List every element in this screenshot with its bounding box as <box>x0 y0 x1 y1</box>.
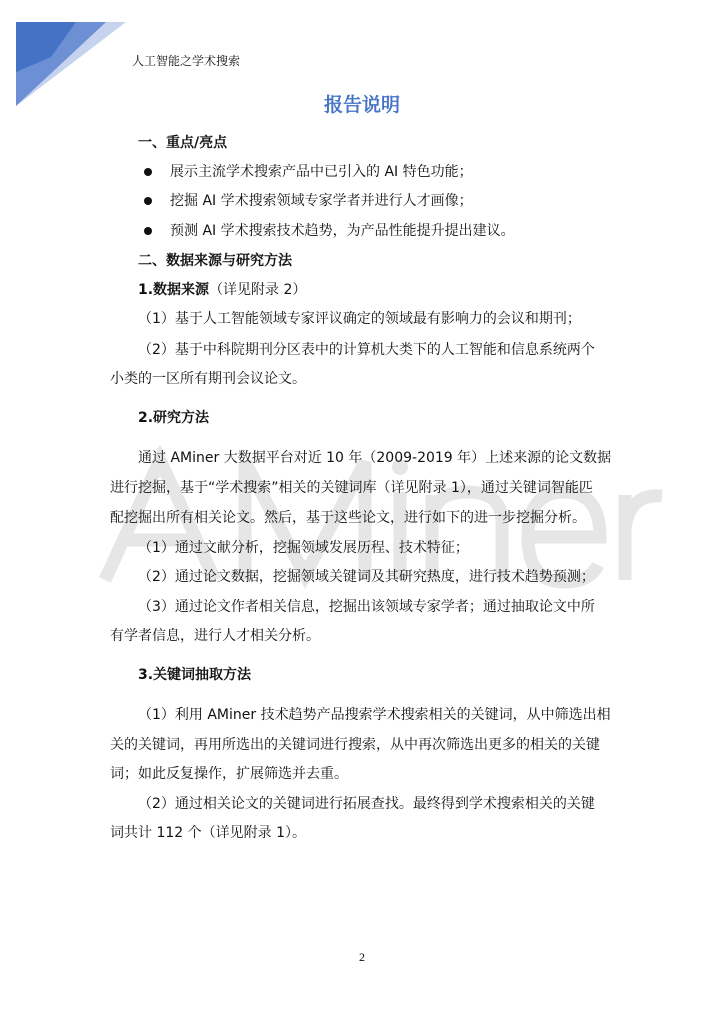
text-line: （2）通过相关论文的关键词进行拓展查找。最终得到学术搜索相关的关键 <box>138 796 595 812</box>
bullet-icon <box>144 168 152 176</box>
subheading <box>138 281 306 299</box>
text-line: 词共计 112 个（详见附录 1）。 <box>110 825 306 841</box>
text-line: （1）基于人工智能领域专家评议确定的领域最有影响力的会议和期刊； <box>138 311 581 327</box>
text-line: （2）通过论文数据，挖掘领域关键词及其研究热度，进行技术趋势预测； <box>138 569 595 585</box>
bullet-icon <box>144 227 152 235</box>
text-line: 小类的一区所有期刊会议论文。 <box>110 371 306 387</box>
text-line: 进行挖掘，基于“学术搜索”相关的关键词库（详见附录 1），通过关键词智能匹 <box>110 480 593 496</box>
text-line: 关的关键词，再用所选出的关键词进行搜索，从中再次筛选出更多的相关的关键 <box>110 737 600 753</box>
text-line: 配挖掘出所有相关论文。然后，基于这些论文，进行如下的进一步挖掘分析。 <box>110 510 586 526</box>
bullet-icon <box>144 197 152 205</box>
page-number: 2 <box>359 950 365 964</box>
text-line: 通过 AMiner 大数据平台对近 10 年（2009-2019 年）上述来源的论文数据 <box>138 450 612 466</box>
text-line: （3）通过论文作者相关信息，挖掘出该领域专家学者；通过抽取论文中所 <box>138 599 595 615</box>
section-heading: 一、重点/亮点 <box>138 135 228 151</box>
subheading-note: （详见附录 2） <box>209 282 307 298</box>
bullet-item: 挖掘 AI 学术搜索领域专家学者并进行人才画像； <box>170 193 473 209</box>
text-line: 词；如此反复操作，扩展筛选并去重。 <box>110 766 348 782</box>
running-header: 人工智能之学术搜索 <box>132 54 241 68</box>
page-title: 报告说明 <box>323 94 400 116</box>
text-line: （2）基于中科院期刊分区表中的计算机大类下的人工智能和信息系统两个 <box>138 342 595 358</box>
bullet-item: 预测 AI 学术搜索技术趋势，为产品性能提升提出建议。 <box>170 223 515 239</box>
subheading: 3.关键词抽取方法 <box>138 667 252 683</box>
section-heading: 二、数据来源与研究方法 <box>138 253 292 269</box>
subheading: 2.研究方法 <box>138 410 210 426</box>
text-line: （1）通过文献分析，挖掘领域发展历程、技术特征； <box>138 540 469 556</box>
text-line: 有学者信息，进行人才相关分析。 <box>110 628 320 644</box>
subheading-title: 1.数据来源 <box>138 282 210 298</box>
text-line: （1）利用 AMiner 技术趋势产品搜索学术搜索相关的关键词，从中筛选出相 <box>138 707 611 723</box>
bullet-item: 展示主流学术搜索产品中已引入的 AI 特色功能； <box>170 164 473 180</box>
